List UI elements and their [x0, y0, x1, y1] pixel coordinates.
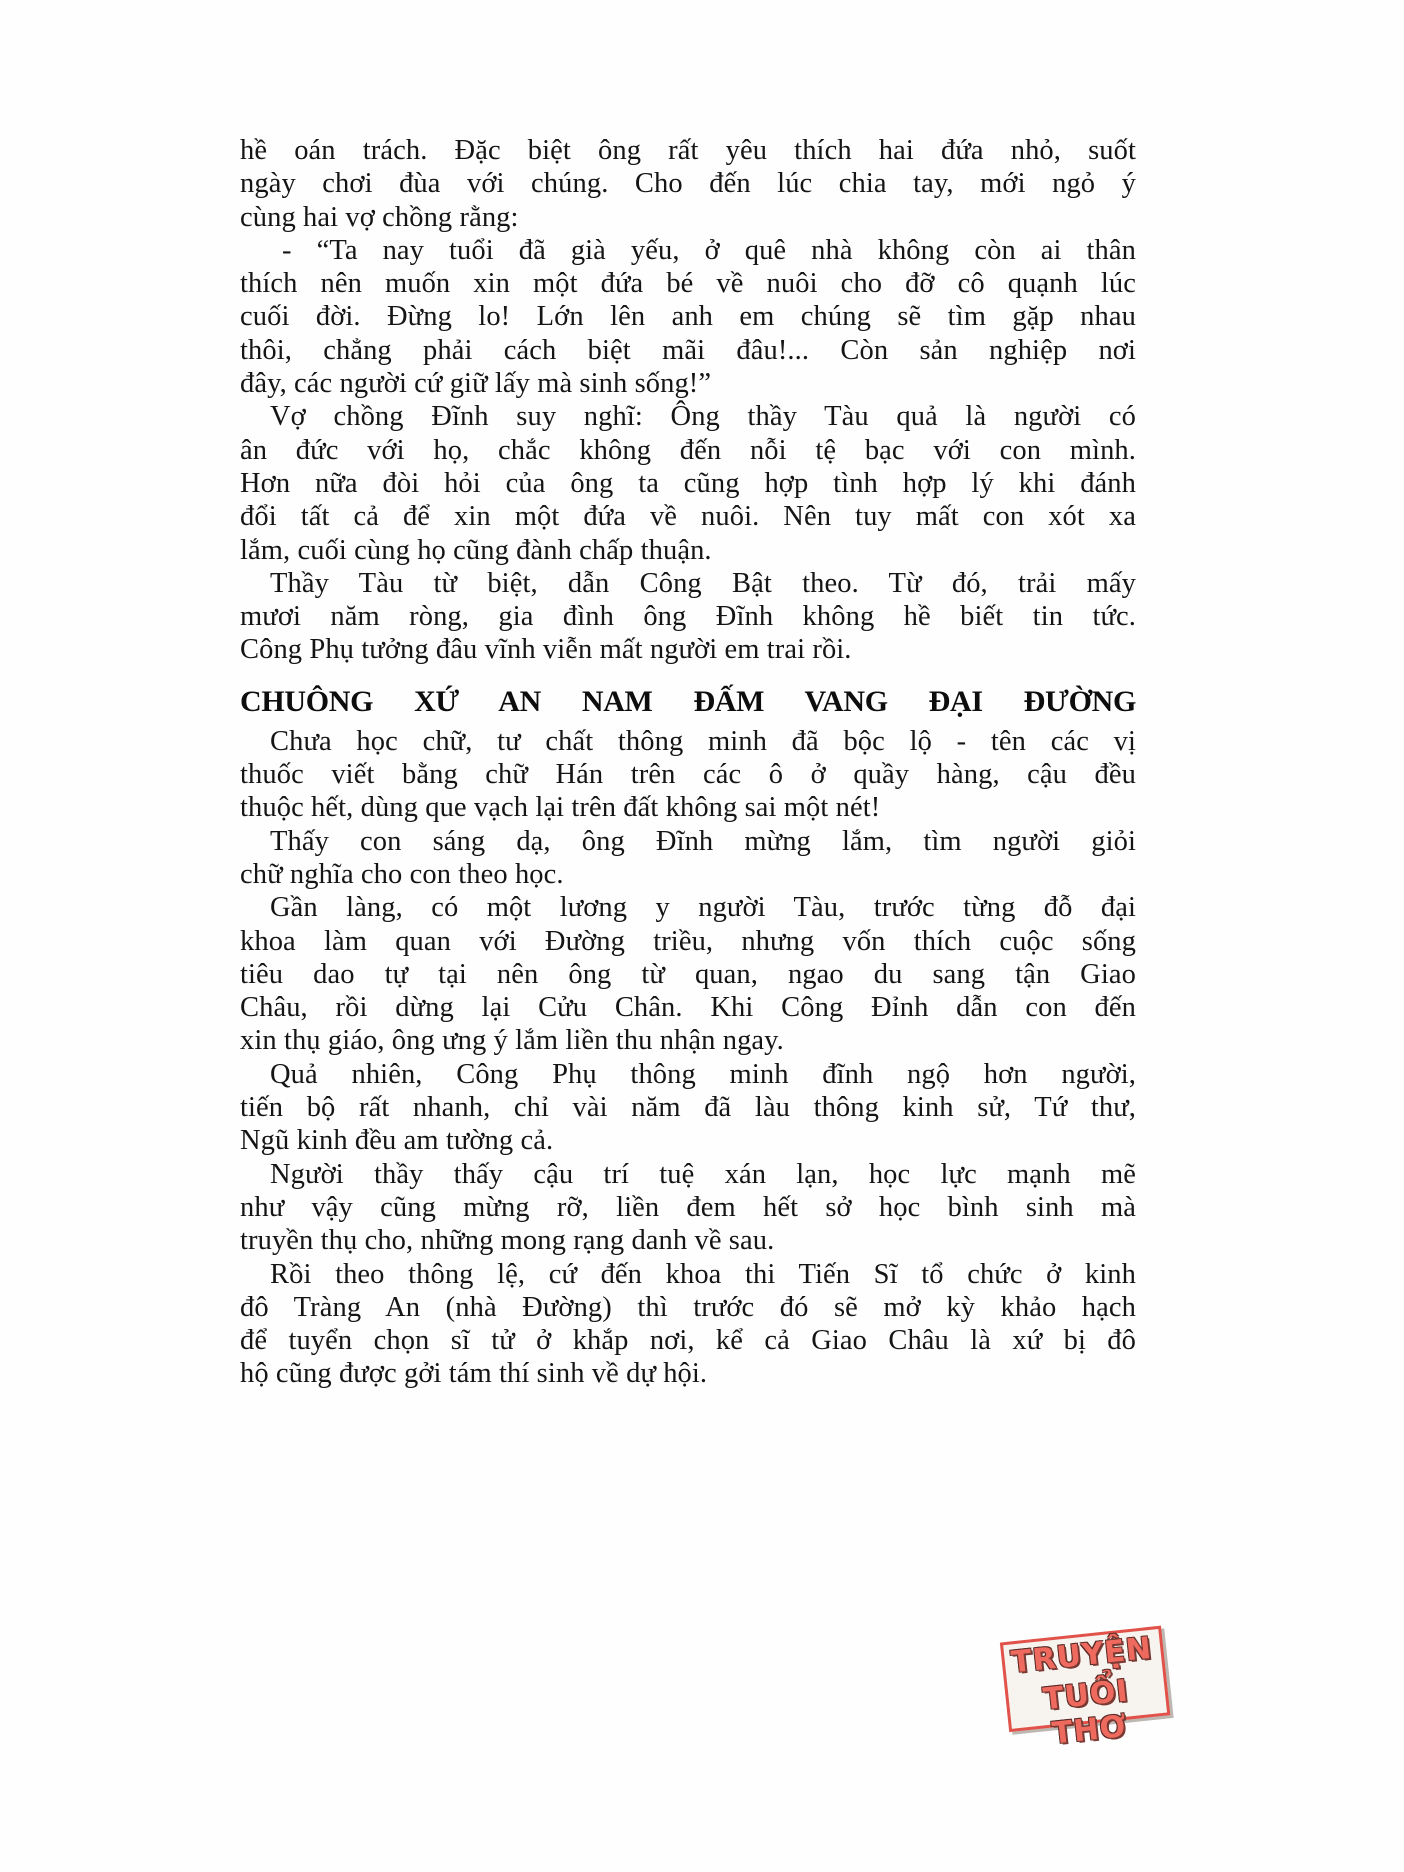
text-line: đô Tràng An (nhà Đường) thì trước đó sẽ mở kỳ khảo hạch: [240, 1291, 1136, 1323]
text-line: mươi năm ròng, gia đình ông Đĩnh không hề biết tin tức.: [240, 601, 1136, 633]
text-line: hộ cũng được gởi tám thí sinh về dự hội.: [240, 1358, 708, 1390]
text-line: thuộc hết, dùng que vạch lại trên đất không sai một nét!: [240, 792, 881, 824]
section-heading: CHUÔNG XỨ AN NAM ĐẤM VANG ĐẠI ĐƯỜNG: [240, 684, 1136, 718]
text-line: thích nên muốn xin một đứa bé về nuôi cho đỡ cô quạnh lúc: [240, 268, 1136, 300]
text-line: xin thụ giáo, ông ưng ý lắm liền thu nhận ngay.: [240, 1025, 784, 1057]
logo-text-line2: TUỔI THƠ: [1041, 1673, 1131, 1752]
text-line: đổi tất cả để xin một đứa về nuôi. Nên tuy mất con xót xa: [240, 501, 1136, 533]
text-line: lắm, cuối cùng họ cũng đành chấp thuận.: [240, 534, 712, 566]
text-line: [240, 400, 1136, 433]
paragraph: [240, 725, 1136, 825]
text-line: cuối đời. Đừng lo! Lớn lên anh em chúng sẽ tìm gặp nhau: [240, 301, 1136, 333]
text-line: ân đức với họ, chắc không đến nỗi tệ bạc với con mình.: [240, 434, 1136, 466]
text-line: để tuyển chọn sĩ tử ở khắp nơi, kể cả Giao Châu là xứ bị đô: [240, 1325, 1136, 1357]
paragraph: [240, 1258, 1136, 1391]
logo-text-line1: TRUYỆN: [1009, 1630, 1154, 1681]
paragraph: [240, 567, 1136, 667]
text-line: [240, 891, 1136, 924]
truyen-tuoi-tho-logo: [995, 1619, 1173, 1752]
text-line: Ngũ kinh đều am tường cả.: [240, 1125, 554, 1157]
text-line: [240, 1258, 1136, 1291]
text-line: chữ nghĩa cho con theo học.: [240, 858, 564, 890]
paragraph: [240, 400, 1136, 566]
text-line: [240, 234, 1136, 267]
text-line-content: Thấy con sáng dạ, ông Đĩnh mừng lắm, tìm người giỏi: [270, 825, 1136, 857]
paragraph: [240, 891, 1136, 1057]
quote-paragraph: [240, 234, 1136, 400]
text-line: [240, 567, 1136, 600]
text-line: tiêu dao tự tại nên ông từ quan, ngao du sang tận Giao: [240, 958, 1136, 990]
text-line: Châu, rồi dừng lại Cửu Chân. Khi Công Đỉnh dẫn con đến: [240, 992, 1136, 1024]
text-line: đây, các người cứ giữ lấy mà sinh sống!”: [240, 368, 712, 400]
paragraph: [240, 825, 1136, 892]
text-line-content: - “Ta nay tuổi đã già yếu, ở quê nhà không còn ai thân: [282, 234, 1136, 266]
text-line: khoa làm quan với Đường triều, nhưng vốn thích cuộc sống: [240, 925, 1136, 957]
text-line-content: Gần làng, có một lương y người Tàu, trước từng đỗ đại: [270, 892, 1136, 924]
text-line: truyền thụ cho, những mong rạng danh về sau.: [240, 1225, 775, 1257]
text-line: [240, 825, 1136, 858]
text-line: tiến bộ rất nhanh, chỉ vài năm đã làu thông kinh sử, Tứ thư,: [240, 1092, 1136, 1124]
text-line: Hơn nữa đòi hỏi của ông ta cũng hợp tình hợp lý khi đánh: [240, 467, 1136, 499]
text-line: thôi, chẳng phải cách biệt mãi đâu!... Còn sản nghiệp nơi: [240, 334, 1136, 366]
paragraph: [240, 1058, 1136, 1158]
text-line: [240, 1158, 1136, 1191]
text-line: cùng hai vợ chồng rằng:: [240, 201, 519, 233]
text-line-content: Vợ chồng Đĩnh suy nghĩ: Ông thầy Tàu quả là người có: [270, 401, 1136, 433]
text-line: ngày chơi đùa với chúng. Cho đến lúc chia tay, mới ngỏ ý: [240, 168, 1136, 200]
text-line-content: Chưa học chữ, tư chất thông minh đã bộc lộ - tên các vị: [270, 725, 1136, 757]
text-line: hề oán trách. Đặc biệt ông rất yêu thích hai đứa nhỏ, suốt: [240, 135, 1136, 166]
text-line: [240, 725, 1136, 758]
text-line-content: Thầy Tàu từ biệt, dẫn Công Bật theo. Từ đó, trải mấy: [270, 567, 1136, 599]
text-line: thuốc viết bằng chữ Hán trên các ô ở quầy hàng, cậu đều: [240, 759, 1136, 791]
page-text: [240, 134, 1136, 1391]
text-line-content: Quả nhiên, Công Phụ thông minh đĩnh ngộ hơn người,: [270, 1058, 1136, 1090]
paragraph: [240, 134, 1136, 234]
text-line: Công Phụ tưởng đâu vĩnh viễn mất người em trai rồi.: [240, 634, 852, 666]
text-line: như vậy cũng mừng rỡ, liền đem hết sở học bình sinh mà: [240, 1191, 1136, 1223]
text-line: [240, 1058, 1136, 1091]
paragraph: [240, 1158, 1136, 1258]
text-line-content: Người thầy thấy cậu trí tuệ xán lạn, học lực mạnh mẽ: [270, 1158, 1136, 1190]
text-line-content: Rồi theo thông lệ, cứ đến khoa thi Tiến Sĩ tổ chức ở kinh: [270, 1258, 1136, 1290]
